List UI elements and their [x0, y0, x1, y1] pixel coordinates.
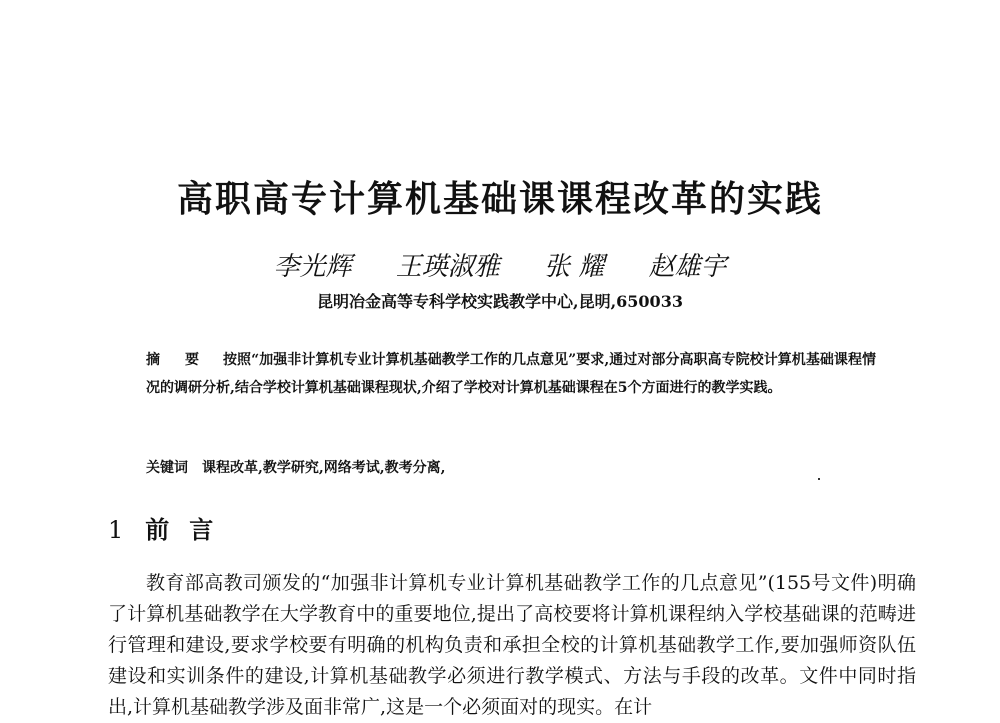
affiliation: 昆明冶金高等专科学校实践教学中心,昆明,650033: [317, 292, 683, 311]
author-name: 李光辉: [273, 252, 352, 282]
abstract: [146, 346, 876, 402]
scan-speck: [818, 478, 820, 480]
author-name: 张 耀: [544, 252, 605, 282]
author-name: 王瑛淑雅: [395, 252, 500, 282]
body-paragraph: 教育部高教司颁发的“加强非计算机专业计算机基础教学工作的几点意见”(155号文件)明确了计算机基础教学在大学教育中的重要地位,提出了高校要将计算机课程纳入学校基础课的范畴进行管理和建设,要求学校要有明确的机构负责和承担全校的计算机基础教学工作,要加强师资队伍建设和实训条件的建设,计算机基础教学必须进行教学模式、方法与手段的改革。文件中同时指出,计算机基础教学涉及面非常广,这是一个必须面对的现实。在计: [108, 572, 916, 718]
keywords-label: 关键词: [146, 460, 188, 476]
abstract-label: 摘 要: [146, 352, 210, 368]
keywords-text: 课程改革,教学研究,网络考试,教考分离,: [202, 460, 446, 476]
author-list: [0, 251, 1000, 283]
author-name: 赵雄宇: [648, 252, 727, 282]
section-number: 1: [108, 516, 124, 544]
paper-title: 高职高专计算机基础课课程改革的实践: [176, 179, 823, 220]
section-heading: [108, 512, 233, 548]
section-title: 前言: [145, 516, 234, 544]
keywords: [146, 455, 876, 481]
abstract-text: 按照“加强非计算机专业计算机基础教学工作的几点意见”要求,通过对部分高职高专院校计算机基础课程情况的调研分析,结合学校计算机基础课程现状,介绍了学校对计算机基础课程在5个方面进行的教学实践。: [146, 352, 877, 396]
